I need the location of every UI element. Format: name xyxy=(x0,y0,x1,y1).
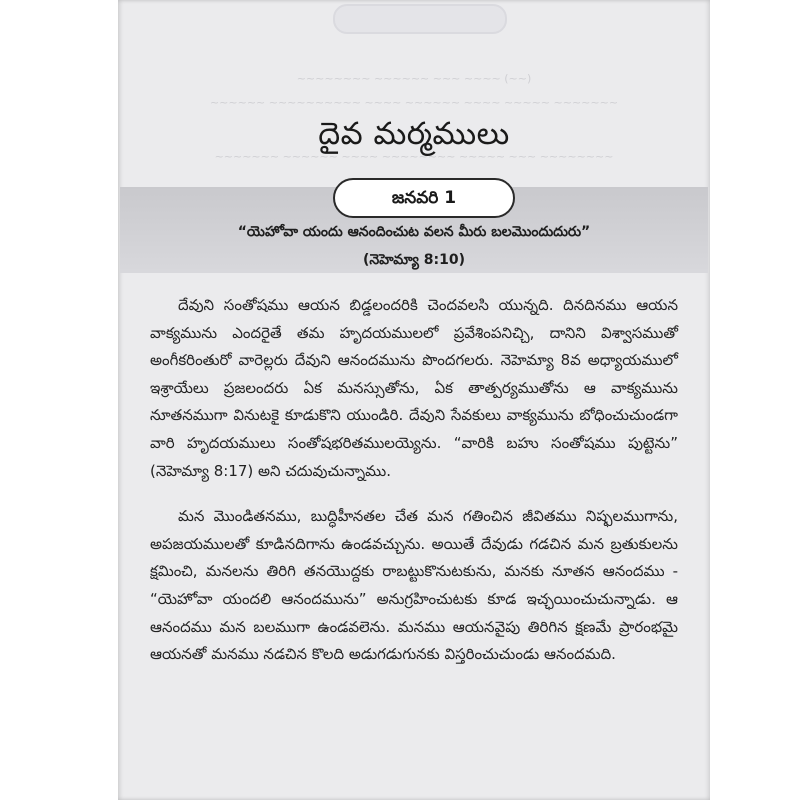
page-title: దైవ మర్మములు xyxy=(318,116,510,152)
paragraph: దేవుని సంతోషము ఆయన బిడ్డలందరికి చెందవలసి యున్నది. దినదినము ఆయన వాక్యమును ఎందరైతే తమ హృదయములలో ప్రవేశింపనిచ్చి, దానిని విశ్వాసముతో అంగీకరింతురో వారెల్లరు దేవుని ఆనందమును పొందగలరు. నెహెమ్యా 8వ అధ్యాయములో ఇశ్రాయేలు ప్రజలందరు ఏక మనస్సుతోను, ఏక తాత్పర్యముతోను ఆ వాక్యమును నూతనముగా వినుటకై కూడుకొని యుండిరి. దేవుని సేవకులు వాక్యమును బోధించుచుండగా వారి హృదయములు సంతోషభరితములయ్యెను. “వారికి బహు సంతోషము పుట్టెను” (నెహెమ్యా 8:17) అని చదువుచున్నాము. xyxy=(150,296,678,480)
bleed-through-header-tab xyxy=(333,4,507,34)
bleed-through-text: ~~~~~~~~ ~~~~~~ ~~~ ~~~~ (~~) xyxy=(296,72,532,85)
paragraph: మన మొండితనము, బుద్ధిహీనతల చేత మన గతించిన జీవితము నిష్ఫలముగాను, అపజయములతో కూడినదిగాను ఉండవచ్చును. అయితే దేవుడు గడచిన మన బ్రతుకులను క్షమించి, మనలను తిరిగి తనయొద్దకు రాబట్టుకొనుటకును, మనకు నూతన ఆనందము - “యెహోవా యందలి ఆనందమును” అనుగ్రహించుటకు కూడ ఇచ్ఛయించుచున్నాడు. ఆ ఆనందము మన బలముగా ఉండవలెను. మనము ఆయనవైపు తిరిగిన క్షణమే ప్రారంభమై ఆయనతో మనము నడచిన కొలది అడుగడుగునకు విస్తరించుచుండు ఆనందమది. xyxy=(150,507,678,664)
bleed-through-text: ~~~~~~ ~~~~~~~~~~ ~~~~ ~~~~~~ ~~~~ ~~~~~ ~~~~~~~ xyxy=(209,96,619,109)
verse-reference: (నెహెమ్యా 8:10) xyxy=(362,252,466,268)
book-page xyxy=(118,0,710,800)
verse-text: “యెహోవా యందు ఆనందించుట వలన మీరు బలమొందుదురు” xyxy=(237,224,591,240)
body-text xyxy=(150,292,678,669)
verse-block xyxy=(158,218,670,274)
date-label: జనవరి 1 xyxy=(333,178,515,218)
bleed-through-text: ~~~~~~~ ~~~~~~ ~~~~ ~~~~~~~~ ~~~~~ ~~~ ~~~~~~~~ xyxy=(214,150,614,163)
